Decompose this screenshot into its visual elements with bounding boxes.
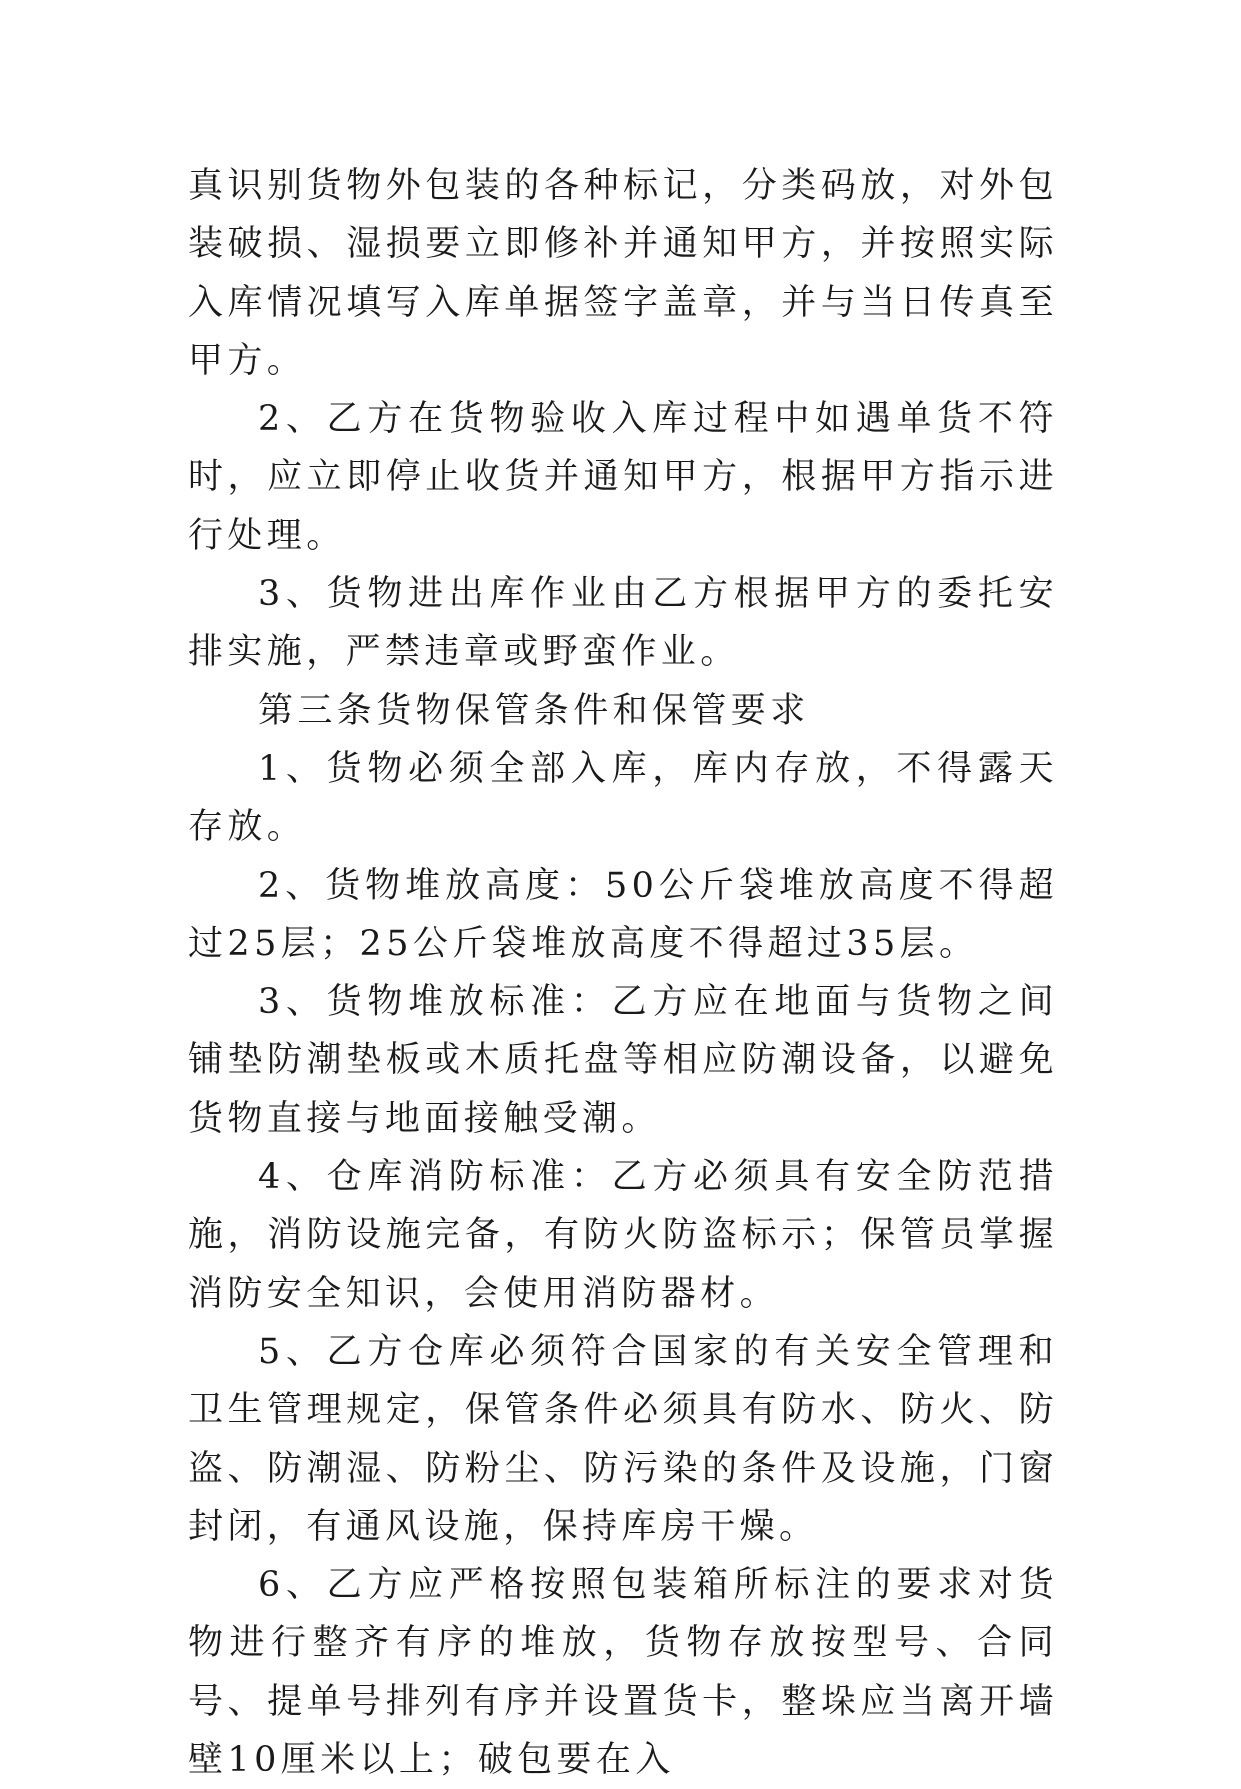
document-body	[188, 157, 1058, 1789]
paragraph-storage-5: 5、乙方仓库必须符合国家的有关安全管理和卫生管理规定，保管条件必须具有防水、防火、防盗、防潮湿、防粉尘、防污染的条件及设施，门窗封闭，有通风设施，保持库房干燥。	[188, 1331, 1058, 1547]
section-heading-article-3: 第三条货物保管条件和保管要求	[258, 690, 810, 731]
paragraph-storage-4: 4、仓库消防标准：乙方必须具有安全防范措施，消防设施完备，有防火防盗标示；保管员掌握消防安全知识，会使用消防器材。	[188, 1157, 1058, 1314]
paragraph-continued: 真识别货物外包装的各种标记，分类码放，对外包装破损、湿损要立即修补并通知甲方，并按照实际入库情况填写入库单据签字盖章，并与当日传真至甲方。	[188, 166, 1058, 381]
paragraph-storage-1: 1、货物必须全部入库，库内存放，不得露天存放。	[188, 748, 1058, 848]
paragraph-storage-6: 6、乙方应严格按照包装箱所标注的要求对货物进行整齐有序的堆放，货物存放按型号、合同号、提单号排列有序并设置货卡，整垛应当离开墙壁10厘米以上；破包要在入	[188, 1565, 1058, 1781]
paragraph-clause-3: 3、货物进出库作业由乙方根据甲方的委托安排实施，严禁违章或野蛮作业。	[188, 574, 1058, 673]
paragraph-storage-2: 2、货物堆放高度：50公斤袋堆放高度不得超过25层；25公斤袋堆放高度不得超过35层。	[188, 865, 1058, 964]
paragraph-storage-3: 3、货物堆放标准：乙方应在地面与货物之间铺垫防潮垫板或木质托盘等相应防潮设备，以避免货物直接与地面接触受潮。	[188, 982, 1058, 1139]
paragraph-clause-2: 2、乙方在货物验收入库过程中如遇单货不符时，应立即停止收货并通知甲方，根据甲方指示进行处理。	[188, 399, 1058, 556]
